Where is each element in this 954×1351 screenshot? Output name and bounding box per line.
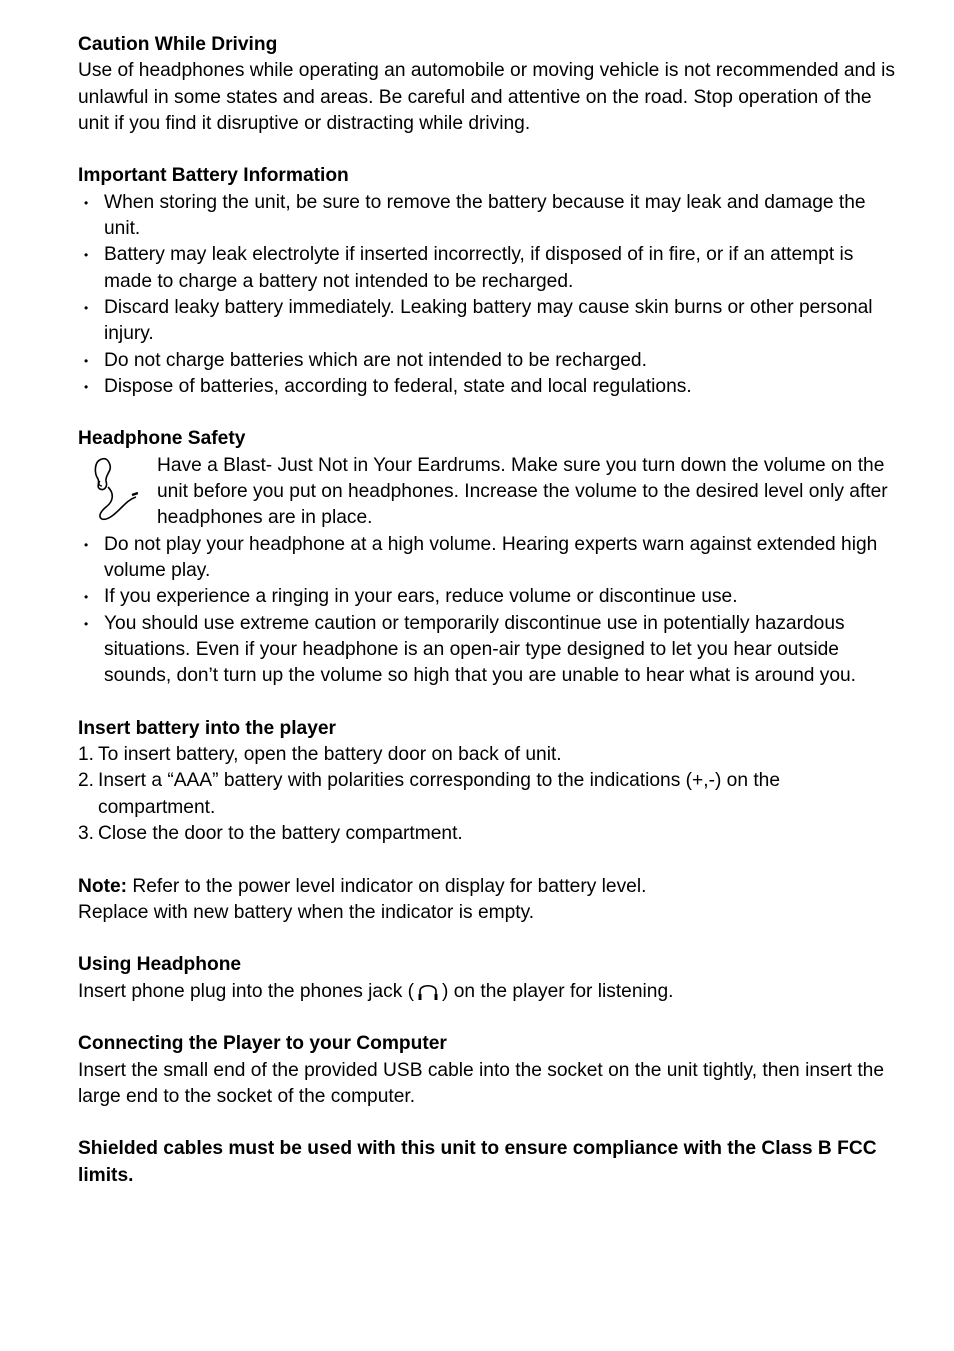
using-headphone-heading: Using Headphone [78,954,242,976]
list-item [78,348,898,374]
list-item [78,295,898,348]
bullet-icon: • [84,590,89,605]
fcc-notice: Shielded cables must be used with this unit to ensure compliance with the Class B FCC limits. [78,1138,877,1186]
insert-battery-section [78,716,898,847]
list-item-text: Do not play your headphone at a high volume. Hearing experts warn against extended high volume play. [104,533,878,581]
list-item [78,584,898,610]
list-item-text: If you experience a ringing in your ears, reduce volume or discontinue use. [104,586,738,608]
headphone-safety-heading: Headphone Safety [78,428,246,450]
note-text: Refer to the power level indicator on display for battery level. [127,875,647,897]
fcc-notice-section [78,1136,898,1189]
list-item-text: Battery may leak electrolyte if inserted incorrectly, if disposed of in fire, or if an attempt is made to charge a battery not intended to be recharged. [104,244,854,292]
insert-battery-steps [78,742,898,847]
list-item-text: Discard leaky battery immediately. Leaking battery may cause skin burns or other personal injury. [104,296,873,345]
list-item [78,532,898,585]
headphone-safety-intro-text: Have a Blast- Just Not in Your Eardrums. Make sure you turn down the volume on the unit before you put on headphones. Increase the volume to the desired level only after headphones are in place. [157,454,888,529]
headphone-safety-section [78,426,898,689]
list-item-text: Dispose of batteries, according to federal, state and local regulations. [104,375,692,397]
step-number: 3. [78,822,95,844]
bullet-icon: • [84,537,89,552]
headphone-jack-icon [416,981,440,1001]
connecting-section [78,1031,898,1110]
step-item [78,821,898,847]
note-label: Note: [78,875,128,897]
list-item [78,374,898,400]
list-item-text: Do not charge batteries which are not intended to be recharged. [104,349,647,371]
list-item [78,190,898,243]
list-item [78,242,898,295]
insert-battery-heading: Insert battery into the player [78,717,337,739]
note-section [78,874,898,927]
caution-section [78,32,898,137]
using-headphone-text-after: ) on the player for listening. [442,980,674,1002]
bullet-icon: • [84,300,89,315]
bullet-icon: • [84,616,89,631]
bullet-icon: • [84,353,89,368]
battery-info-list [78,190,898,400]
headphone-earbud-icon [92,455,138,523]
step-text: To insert battery, open the battery door on back of unit. [98,744,562,766]
note-line-2: Replace with new battery when the indicator is empty. [78,901,535,923]
step-item [78,768,898,821]
using-headphone-text-before: Insert phone plug into the phones jack ( [78,980,415,1002]
headphone-safety-list [78,532,898,690]
list-item-text: You should use extreme caution or temporarily discontinue use in potentially hazardous situations. Even if your headphone is an open-air type designed to let you hear outside sounds, don’t turn up the volume so high that you are unable to hear what is around you. [104,612,857,687]
step-number: 2. [78,770,95,792]
step-text: Close the door to the battery compartment. [98,822,463,844]
using-headphone-section [78,952,898,1005]
headphone-safety-intro [78,453,898,532]
battery-info-section [78,163,898,400]
connecting-body: Insert the small end of the provided USB cable into the socket on the unit tightly, then insert the large end to the socket of the computer. [78,1059,884,1107]
battery-info-heading: Important Battery Information [78,165,349,187]
list-item [78,611,898,690]
step-text: Insert a “AAA” battery with polarities corresponding to the indications (+,-) on the compartment. [98,770,781,818]
list-item-text: When storing the unit, be sure to remove the battery because it may leak and damage the unit. [104,191,866,240]
step-item [78,742,898,768]
bullet-icon: • [84,195,89,210]
using-headphone-body [78,979,898,1005]
connecting-heading: Connecting the Player to your Computer [78,1033,447,1055]
manual-page [78,32,898,1215]
caution-body: Use of headphones while operating an automobile or moving vehicle is not recommended and is unlawful in some states and areas. Be careful and attentive on the road. Stop operation of the unit if you find it disruptive or distracting while driving. [78,60,896,134]
note-line-1 [78,874,898,900]
caution-heading: Caution While Driving [78,34,278,55]
step-number: 1. [78,744,95,766]
bullet-icon: • [84,248,89,263]
bullet-icon: • [84,379,89,394]
